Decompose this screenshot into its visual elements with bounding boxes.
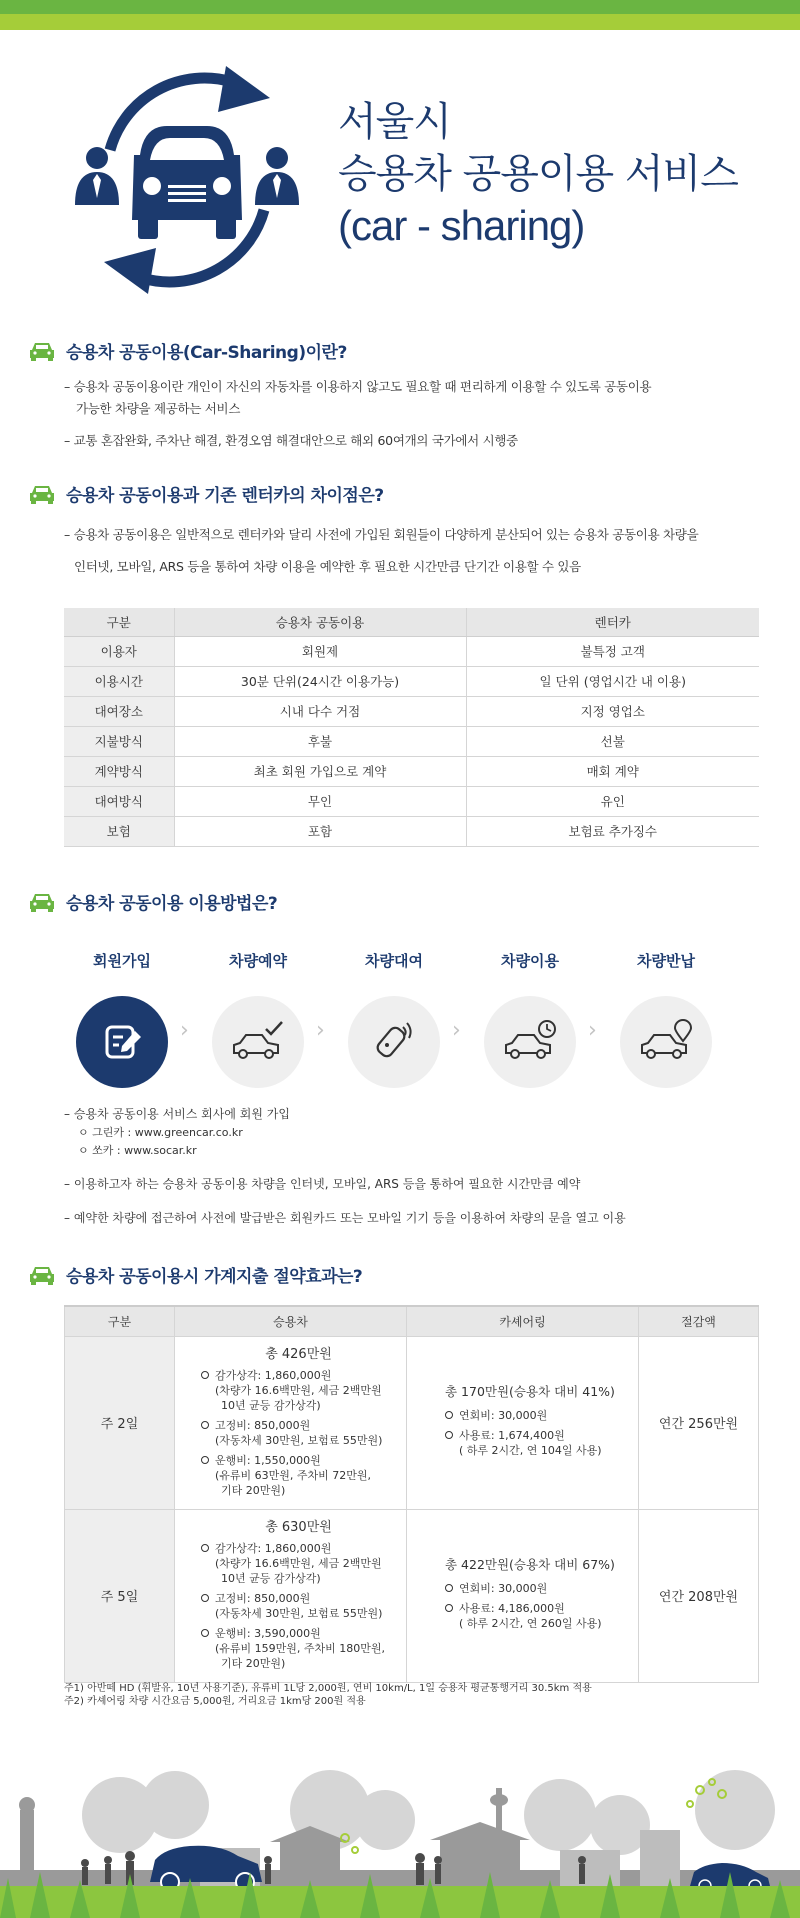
car-clock-icon — [500, 1019, 560, 1065]
difference-line: 인터넷, 모바일, ARS 등을 통하여 차량 이용을 예약한 후 필요한 시간만큼 단기간 이용할 수 있음 — [74, 559, 581, 574]
car-total: 총 426만원 — [265, 1346, 332, 1362]
section-title: 승용차 공동이용과 기존 렌터카의 차이점은? — [66, 486, 384, 506]
green-car-icon — [28, 483, 56, 505]
step-label: 차량예약 — [229, 952, 287, 970]
table-cell: 대여방식 — [64, 786, 174, 816]
cost-line: ( 하루 2시간, 연 104일 사용) — [459, 1444, 602, 1457]
cost-item — [201, 1453, 396, 1498]
table-cell: 주 2일 — [65, 1336, 175, 1509]
table-cell — [407, 1336, 639, 1509]
table-cell: 불특정 고객 — [466, 636, 759, 666]
chevron-right-icon: › — [452, 1018, 461, 1043]
pen-icon — [99, 1019, 145, 1065]
cost-line: 연회비: 30,000원 — [459, 1582, 548, 1595]
step-label: 차량대여 — [365, 952, 423, 970]
table-cell: 매회 계약 — [466, 756, 759, 786]
hero-title-line1: 서울시 — [338, 99, 451, 145]
green-car-icon — [28, 1264, 56, 1286]
cost-line: ( 하루 2시간, 연 260일 사용) — [459, 1617, 602, 1630]
table-cell: 회원제 — [174, 636, 466, 666]
cost-line: 감가상각: 1,860,000원 — [215, 1541, 332, 1555]
list-subitem: ㅇ 그린카 : www.greencar.co.kr — [78, 1126, 243, 1139]
table-cell: 유인 — [466, 786, 759, 816]
cost-line: 연회비: 30,000원 — [459, 1409, 548, 1422]
section-heading-difference — [28, 481, 384, 506]
cost-line: 운행비: 1,550,000원 — [215, 1453, 321, 1467]
table-cell: 주 5일 — [65, 1509, 175, 1682]
section-heading-method — [28, 889, 277, 914]
table-cell: 보험료 추가징수 — [466, 816, 759, 846]
definition-paragraph — [64, 376, 651, 452]
car-key-icon — [369, 1017, 419, 1067]
cost-item — [201, 1368, 396, 1413]
table-header: 승용차 공동이용 — [174, 608, 466, 636]
table-row — [65, 1509, 759, 1682]
chevron-right-icon: › — [316, 1018, 325, 1043]
chevron-right-icon: › — [588, 1018, 597, 1043]
cost-line: 사용료: 4,186,000원 — [459, 1602, 565, 1615]
table-cell — [407, 1509, 639, 1682]
hero-title-line2: 승용차 공용이용 서비스 — [338, 151, 738, 197]
car-check-icon — [228, 1019, 288, 1065]
table-cell: 무인 — [174, 786, 466, 816]
hero-title — [338, 96, 738, 252]
definition-line: – 승용차 공동이용이란 개인이 자신의 자동차를 이용하지 않고도 필요할 때 편리하게 이용할 수 있도록 공동이용 — [64, 379, 652, 394]
table-cell: 대여장소 — [64, 696, 174, 726]
table-header: 렌터카 — [466, 608, 759, 636]
carsharing-total: 총 422만원(승용차 대비 67%) — [445, 1557, 615, 1572]
step-signup — [76, 950, 168, 1088]
table-header-row — [64, 608, 759, 636]
list-subitem: ㅇ 쏘카 : www.socar.kr — [78, 1144, 197, 1157]
cost-line: (차량가 16.6백만원, 세금 2백만원 — [215, 1556, 382, 1570]
chevron-right-icon: › — [180, 1018, 189, 1043]
cost-line: (자동차세 30만원, 보험료 55만원) — [215, 1606, 383, 1620]
section-title: 승용차 공동이용시 가계지출 절약효과는? — [66, 1267, 363, 1287]
cost-item — [445, 1428, 638, 1458]
list-item: – 승용차 공동이용 서비스 회사에 회원 가입 — [64, 1107, 290, 1121]
table-header: 카셰어링 — [407, 1306, 639, 1336]
cost-line: 10년 균등 감가상각) — [221, 1398, 321, 1412]
table-row — [64, 696, 759, 726]
cost-line: 기타 20만원) — [221, 1483, 286, 1497]
cost-item — [201, 1626, 396, 1671]
table-cell: 이용자 — [64, 636, 174, 666]
hero-title-line3: (car - sharing) — [338, 202, 585, 249]
cost-line: 고정비: 850,000원 — [215, 1591, 311, 1605]
section-title: 승용차 공동이용 이용방법은? — [66, 894, 278, 914]
table-row — [65, 1336, 759, 1509]
cost-line: 사용료: 1,674,400원 — [459, 1429, 565, 1442]
difference-line: – 승용차 공동이용은 일반적으로 렌터카와 달리 사전에 가입된 회원들이 다양하게 분산되어 있는 승용차 공동이용 차량을 — [64, 527, 699, 542]
table-cell: 계약방식 — [64, 756, 174, 786]
table-row — [64, 786, 759, 816]
section-title: 승용차 공동이용(Car-Sharing)이란? — [66, 343, 347, 363]
cost-line: 감가상각: 1,860,000원 — [215, 1368, 332, 1382]
table-header: 절감액 — [639, 1306, 759, 1336]
cost-line: 기타 20만원) — [221, 1656, 286, 1670]
cost-line: (자동차세 30만원, 보험료 55만원) — [215, 1433, 383, 1447]
table-cell — [175, 1336, 407, 1509]
step-rent — [348, 950, 440, 1088]
table-cell: 30분 단위(24시간 이용가능) — [174, 666, 466, 696]
comparison-table — [64, 608, 759, 847]
table-cell: 이용시간 — [64, 666, 174, 696]
cost-line: 10년 균등 감가상각) — [221, 1571, 321, 1585]
section-heading-savings — [28, 1262, 362, 1287]
car-total: 총 630만원 — [265, 1519, 332, 1535]
step-label: 차량이용 — [501, 952, 559, 970]
top-color-band — [0, 0, 800, 30]
table-cell: 연간 256만원 — [639, 1336, 759, 1509]
green-car-icon — [28, 340, 56, 362]
green-car-icon — [28, 891, 56, 913]
table-cell — [175, 1509, 407, 1682]
cost-item — [201, 1418, 396, 1448]
table-header: 구분 — [65, 1306, 175, 1336]
table-row — [64, 726, 759, 756]
table-row — [64, 756, 759, 786]
step-reserve — [212, 950, 304, 1088]
carsharing-total: 총 170만원(승용차 대비 41%) — [445, 1384, 615, 1399]
cost-item — [201, 1541, 396, 1586]
step-use — [484, 950, 576, 1088]
savings-table — [64, 1305, 759, 1683]
cost-item — [445, 1408, 638, 1423]
step-return — [620, 950, 712, 1088]
table-header: 구분 — [64, 608, 174, 636]
table-row — [64, 816, 759, 846]
table-cell: 후불 — [174, 726, 466, 756]
list-item: – 이용하고자 하는 승용차 공동이용 차량을 인터넷, 모바일, ARS 등을 통하여 필요한 시간만큼 예약 — [64, 1177, 581, 1191]
table-row — [64, 666, 759, 696]
cost-item — [445, 1601, 638, 1631]
table-cell: 보험 — [64, 816, 174, 846]
table-row — [64, 636, 759, 666]
step-label: 회원가입 — [93, 952, 151, 970]
section-heading-definition — [28, 338, 347, 363]
table-cell: 포함 — [174, 816, 466, 846]
table-header: 승용차 — [175, 1306, 407, 1336]
table-cell: 연간 208만원 — [639, 1509, 759, 1682]
table-cell: 선불 — [466, 726, 759, 756]
step-label: 차량반납 — [637, 952, 695, 970]
footnotes — [64, 1682, 592, 1708]
table-cell: 시내 다수 거점 — [174, 696, 466, 726]
cost-line: (유류비 159만원, 주차비 180만원, — [215, 1641, 386, 1655]
cost-line: 고정비: 850,000원 — [215, 1418, 311, 1432]
table-cell: 최초 회원 가입으로 계약 — [174, 756, 466, 786]
cost-line: 운행비: 3,590,000원 — [215, 1626, 321, 1640]
definition-line: 가능한 차량을 제공하는 서비스 — [76, 401, 241, 416]
table-cell: 일 단위 (영업시간 내 이용) — [466, 666, 759, 696]
footnote: 주1) 아반떼 HD (휘발유, 10년 사용기준), 유류비 1L당 2,000원, 연비 10km/L, 1일 승용차 평균통행거리 30.5km 적용 — [64, 1683, 592, 1694]
cost-line: (유류비 63만원, 주차비 72만원, — [215, 1468, 372, 1482]
table-cell: 지불방식 — [64, 726, 174, 756]
city-skyline-illustration — [0, 1760, 800, 1918]
cost-item — [201, 1591, 396, 1621]
car-pin-icon — [636, 1019, 696, 1065]
table-cell: 지정 영업소 — [466, 696, 759, 726]
table-header-row — [65, 1306, 759, 1336]
process-steps — [76, 950, 726, 1080]
method-list — [64, 1104, 626, 1228]
list-item: – 예약한 차량에 접근하여 사전에 발급받은 회원카드 또는 모바일 기기 등을 이용하여 차량의 문을 열고 이용 — [64, 1211, 626, 1225]
footnote: 주2) 카셰어링 차량 시간요금 5,000원, 거리요금 1km당 200원 적용 — [64, 1696, 366, 1707]
definition-line: – 교통 혼잡완화, 주차난 해결, 환경오염 해결대안으로 해외 60여개의 국가에서 시행중 — [64, 433, 518, 448]
cost-line: (차량가 16.6백만원, 세금 2백만원 — [215, 1383, 382, 1397]
cost-item — [445, 1581, 638, 1596]
car-sharing-icon — [72, 60, 302, 300]
difference-paragraph — [64, 519, 698, 583]
